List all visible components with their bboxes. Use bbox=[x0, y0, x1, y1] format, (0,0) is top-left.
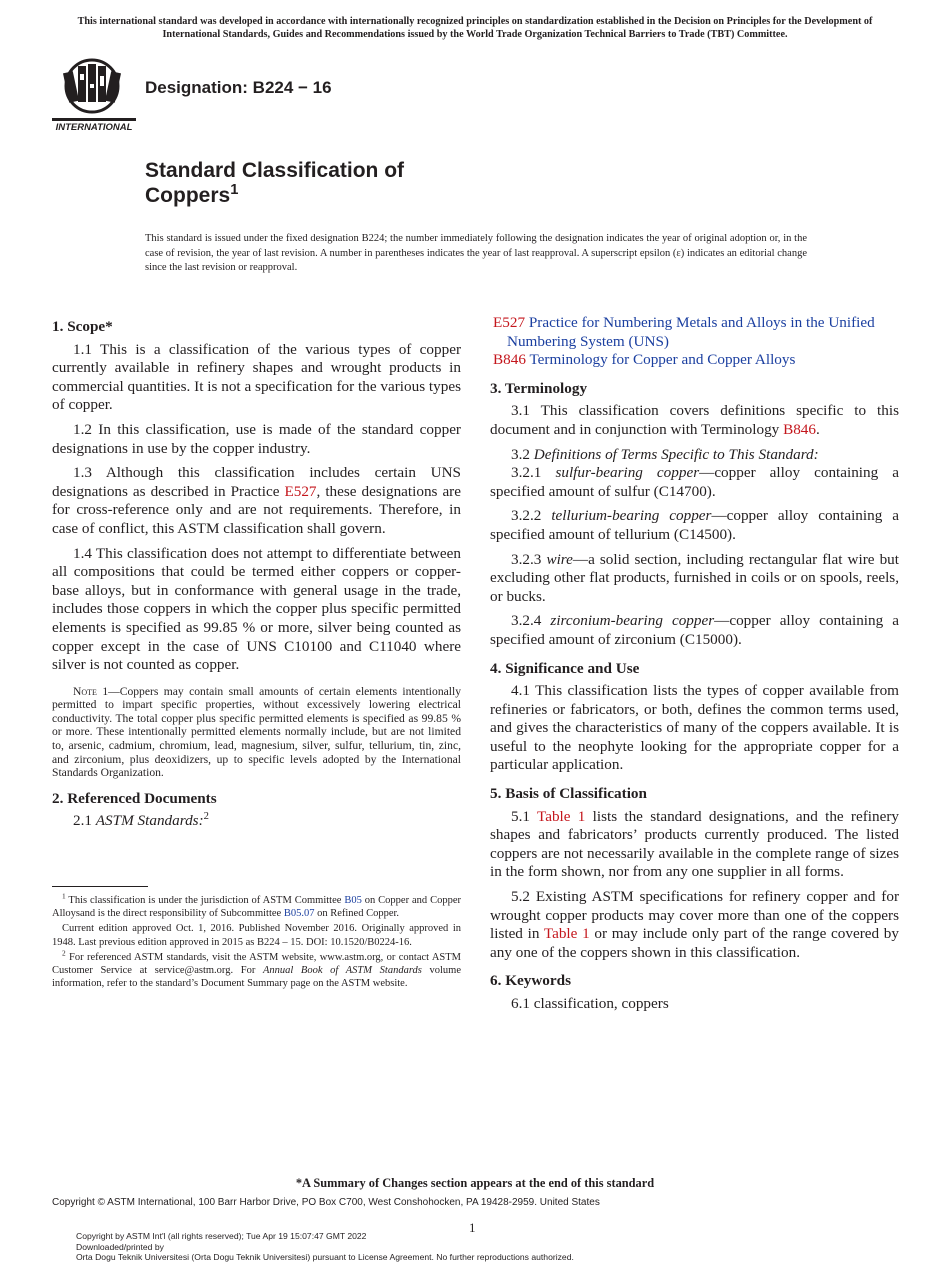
definition-3-2-3-num: 3.2.3 bbox=[511, 550, 547, 568]
paragraph-5-1-num: 5.1 bbox=[511, 807, 537, 825]
paragraph-5-1-text: lists the standard designations, and the refinery shapes and fabricators’ products currently produced. The listed coppers are not necessarily available in the complete range of sizes in the form shown, nor from any one supplier in all forms. bbox=[490, 807, 899, 881]
paragraph-1-2: 1.2 In this classification, use is made of the standard copper designations in use by the copper industry. bbox=[52, 420, 461, 457]
paragraph-5-2-text-a: 5.2 Existing ASTM specifications for refinery copper and for wrought copper products may cover more than one of the coppers listed in bbox=[490, 888, 899, 943]
note-1 bbox=[52, 685, 461, 780]
footnote-1-mark: 1 bbox=[62, 891, 66, 901]
download-line-3: Orta Dogu Teknik Universitesi (Orta Dogu Teknik Universitesi) pursuant to License Agreement. No further reproductions authorized. bbox=[76, 1252, 574, 1263]
footnote-1-text-a: This classification is under the jurisdiction of ASTM Committee bbox=[65, 895, 345, 906]
definition-3-2-2-num: 3.2.2 bbox=[511, 507, 552, 525]
paragraph-2-1-italic: ASTM Standards: bbox=[95, 812, 204, 830]
definition-3-2-1-num: 3.2.1 bbox=[511, 464, 556, 482]
astm-logo bbox=[52, 56, 136, 134]
definition-3-2-2 bbox=[490, 507, 899, 544]
reference-item-e527 bbox=[490, 314, 899, 351]
section-heading-significance: 4. Significance and Use bbox=[490, 659, 640, 677]
definition-3-2-1 bbox=[490, 464, 899, 501]
link-b05-07[interactable]: B05.07 bbox=[283, 908, 315, 920]
paragraph-3-2-italic: Definitions of Terms Specific to This Standard: bbox=[533, 445, 819, 463]
footnote-1-edition: Current edition approved Oct. 1, 2016. Published November 2016. Originally approved in 1948. Last previous edition approved in 2015 as B224 – 15. DOI: 10.1520/B0224-16. bbox=[52, 923, 461, 948]
top-notice: This international standard was developed in accordance with internationally recognized principles on standardization established in the Decision on Principles for the Development of International Standards, Guides and Recommendations issued by the World Trade Organization Technical Barriers to Trade (TBT) Committee. bbox=[77, 16, 873, 40]
link-b05[interactable]: B05 bbox=[344, 895, 362, 906]
section-heading-basis: 5. Basis of Classification bbox=[490, 785, 647, 803]
note-label: Note 1 bbox=[73, 684, 109, 698]
definition-3-2-3 bbox=[490, 551, 899, 607]
reference-title-e527[interactable]: Practice for Numbering Metals and Alloys in the Unified Numbering System (UNS) bbox=[507, 314, 875, 350]
left-column bbox=[52, 314, 461, 837]
footnote-divider bbox=[52, 886, 148, 887]
reference-code-e527[interactable]: E527 bbox=[493, 314, 526, 331]
paragraph-2-1 bbox=[52, 812, 461, 831]
paragraph-5-2 bbox=[490, 888, 899, 962]
paragraph-3-2 bbox=[490, 446, 899, 465]
section-heading-keywords: 6. Keywords bbox=[490, 972, 571, 990]
paragraph-1-3-text-a: 1.3 Although this classification includes certain UNS designations as described in Practice bbox=[52, 464, 461, 500]
copyright-line: Copyright © ASTM International, 100 Barr Harbor Drive, PO Box C700, West Conshohocken, PA 19428-2959. United States bbox=[52, 1197, 600, 1208]
definition-3-2-3-term: wire bbox=[546, 550, 573, 568]
logo-wordmark: INTERNATIONAL bbox=[55, 122, 133, 133]
designation-label: Designation: B224 − 16 bbox=[145, 78, 332, 97]
title-line-1: Standard Classification of bbox=[145, 159, 405, 182]
paragraph-1-1: 1.1 This is a classification of the various types of copper currently available in refinery shapes and wrought products in commercial quantities. It is not a specification for the various types of copper. bbox=[52, 340, 461, 414]
paragraph-2-1-sup: 2 bbox=[203, 811, 209, 823]
link-table-1-a[interactable]: Table 1 bbox=[536, 807, 586, 825]
paragraph-1-3-text-b: , these designations are for cross-reference only and are not requirements. Therefore, in case of conflict, this ASTM classification shall govern. bbox=[52, 482, 461, 537]
footnote-2-mark: 2 bbox=[62, 948, 66, 958]
paragraph-5-1 bbox=[490, 808, 899, 882]
document-title bbox=[145, 158, 404, 208]
definition-3-2-4-text: —copper alloy containing a specified amount of zirconium (C15000). bbox=[490, 612, 899, 648]
footnote-2 bbox=[52, 948, 461, 991]
right-column bbox=[490, 314, 899, 1020]
download-line-2: Downloaded/printed by bbox=[76, 1241, 164, 1252]
section-heading-terminology: 3. Terminology bbox=[490, 379, 588, 397]
reference-code-b846[interactable]: B846 bbox=[493, 351, 526, 369]
section-heading-referenced-documents: 2. Referenced Documents bbox=[52, 789, 217, 807]
definition-3-2-4 bbox=[490, 612, 899, 649]
title-line-2 bbox=[145, 183, 404, 208]
paragraph-6-1: 6.1 classification, coppers bbox=[511, 995, 669, 1012]
footnote-2-text-a: For referenced ASTM standards, visit the ASTM website, www.astm.org, or contact ASTM Customer Service at service@astm.org. For bbox=[52, 951, 461, 977]
download-stamp bbox=[76, 1231, 574, 1263]
link-b846[interactable]: B846 bbox=[783, 420, 816, 438]
definition-3-2-2-term: tellurium-bearing copper bbox=[551, 507, 712, 525]
definition-3-2-1-term: sulfur-bearing copper bbox=[555, 464, 700, 482]
footnotes bbox=[52, 891, 461, 992]
note-text: —Coppers may contain small amounts of certain elements intentionally permitted to impart specific properties, without excessively lowering electrical conductivity. The total copper plus specific permitted elements is specified as 99.85 % or more. These intentionally permitted elements normally include, but are not limited to, arsenic, cadmium, chromium, lead, magnesium, silver, sulfur, tellurium, tin, zinc, and zirconium, plus deoxidizers, up to specific levels adopted by the International Standards Organization. bbox=[52, 684, 462, 780]
page-number: 1 bbox=[469, 1220, 476, 1235]
definition-3-2-3-text: —a solid section, including rectangular flat wire but excluding other flat products, furnished in coils or on spools, reels, or bucks. bbox=[490, 550, 899, 605]
summary-of-changes-note: *A Summary of Changes section appears at the end of this standard bbox=[295, 1176, 655, 1190]
paragraph-3-1-text-a: 3.1 This classification covers definitions specific to this document and in conjunction with Terminology bbox=[490, 402, 899, 438]
footnote-1-text-b: on Copper and Copper Alloysand is the direct responsibility of Subcommittee bbox=[52, 895, 461, 920]
definition-3-2-1-text: —copper alloy containing a specified amount of sulfur (C14700). bbox=[490, 464, 900, 500]
footnote-1-text-c: on Refined Copper. bbox=[314, 908, 400, 920]
section-heading-scope: 1. Scope* bbox=[52, 318, 113, 335]
reference-title-b846[interactable]: Terminology for Copper and Copper Alloys bbox=[529, 351, 796, 369]
paragraph-3-2-num: 3.2 bbox=[511, 445, 534, 463]
paragraph-4-1: 4.1 This classification lists the types of copper available from refineries or fabricators, or both, defines the common terms used, and gives the characteristics of many of the coppers available. It is useful to the neophyte looking for the appropriate copper for a particular application. bbox=[490, 682, 899, 774]
paragraph-1-4: 1.4 This classification does not attempt to differentiate between all compositions that could be termed either coppers or copper-base alloys, but in conformance with general usage in the trade, includes those coppers in which the copper plus specific permitted elements is specified as 99.85 % or more, silver being counted as copper except in the case of UNS C10100 and C11040 where silver is not counted as copper. bbox=[52, 544, 461, 674]
definition-3-2-2-text: —copper alloy containing a specified amount of tellurium (C14500). bbox=[490, 507, 899, 543]
fixed-designation-notice: This standard is issued under the fixed designation B224; the number immediately following the designation indicates the year of original adoption or, in the case of revision, the year of last revision. A number in parentheses indicates the year of last reapproval. A superscript epsilon (ε) indicates an editorial change since the last revision or reapproval. bbox=[145, 233, 807, 274]
paragraph-1-3 bbox=[52, 464, 461, 538]
definition-3-2-4-num: 3.2.4 bbox=[511, 612, 551, 630]
footnote-1 bbox=[52, 891, 461, 920]
title-footnote-mark: 1 bbox=[230, 182, 239, 198]
footnote-2-italic: Annual Book of ASTM Standards bbox=[262, 965, 422, 977]
title-line-2-text: Coppers bbox=[145, 184, 231, 207]
paragraph-3-1-text-b: . bbox=[816, 420, 820, 438]
definition-3-2-4-term: zirconium-bearing copper bbox=[550, 612, 715, 630]
download-line-1: Copyright by ASTM Int'l (all rights reserved); Tue Apr 19 15:07:47 GMT 2022 bbox=[76, 1231, 367, 1241]
paragraph-3-1 bbox=[490, 402, 899, 439]
paragraph-2-1-num: 2.1 bbox=[73, 812, 96, 830]
reference-item-b846 bbox=[490, 351, 899, 370]
paragraph-5-2-text-b: or may include only part of the range covered by any one of the coppers shown in this classification. bbox=[490, 925, 899, 961]
link-e527[interactable]: E527 bbox=[284, 482, 317, 500]
footnote-2-text-b: volume information, refer to the standard’s Document Summary page on the ASTM website. bbox=[52, 965, 461, 990]
link-table-1-b[interactable]: Table 1 bbox=[543, 925, 590, 943]
